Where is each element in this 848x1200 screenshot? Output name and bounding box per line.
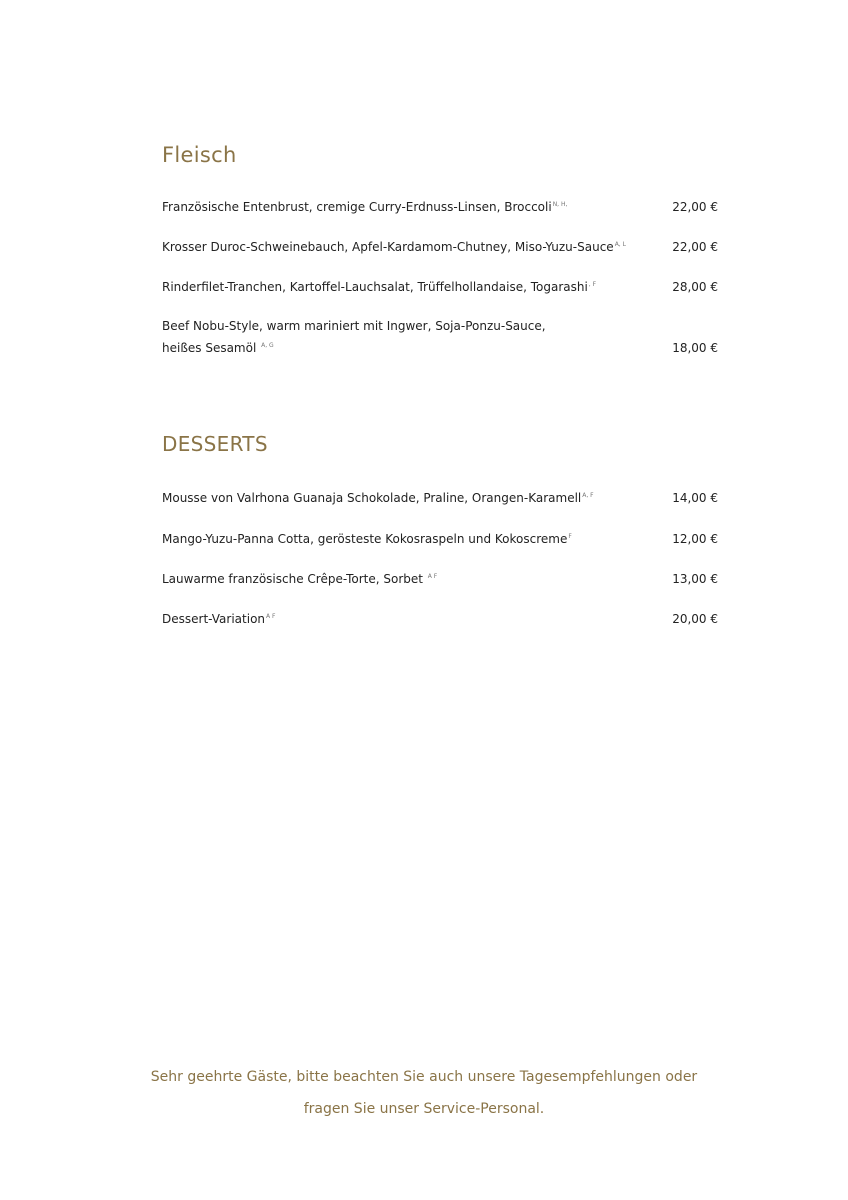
item-price: 12,00 € <box>672 532 718 546</box>
menu-item <box>162 567 718 589</box>
item-description <box>162 195 642 217</box>
item-price: 28,00 € <box>672 280 718 294</box>
item-name: Mousse von Valrhona Guanaja Schokolade, Praline, Orangen-Karamell <box>162 491 582 505</box>
footer-note-line1: Sehr geehrte Gäste, bitte beachten Sie auch unsere Tagesempfehlungen oder <box>150 1069 698 1085</box>
item-price: 14,00 € <box>672 491 718 505</box>
menu-item <box>162 195 718 217</box>
item-name: Lauwarme französische Crêpe-Torte, Sorbet <box>162 572 423 586</box>
footer-note-line2: fragen Sie unser Service-Personal. <box>303 1101 545 1117</box>
item-name: Krosser Duroc-Schweinebauch, Apfel-Kardamom-Chutney, Miso-Yuzu-Sauce <box>162 240 614 254</box>
allergen-codes: A, L <box>614 241 626 248</box>
item-name-line2: heißes Sesamöl <box>162 341 257 355</box>
item-description <box>162 607 642 629</box>
section-title-fleisch: Fleisch <box>162 143 237 167</box>
item-name: Rinderfilet-Tranchen, Kartoffel-Lauchsalat, Trüffelhollandaise, Togarashi <box>162 280 588 294</box>
allergen-codes: N, H, <box>552 201 568 208</box>
allergen-codes: , F <box>588 281 597 288</box>
item-description <box>162 275 642 297</box>
menu-item <box>162 607 718 629</box>
menu-item <box>162 235 718 257</box>
item-description <box>162 235 642 257</box>
item-description <box>162 567 642 589</box>
allergen-codes: F <box>568 533 572 540</box>
menu-item <box>162 316 718 358</box>
menu-item <box>162 486 718 508</box>
menu-item <box>162 527 718 549</box>
item-name: Mango-Yuzu-Panna Cotta, gerösteste Kokosraspeln und Kokoscreme <box>162 532 568 546</box>
item-name: Französische Entenbrust, cremige Curry-Erdnuss-Linsen, Broccoli <box>162 200 552 214</box>
allergen-codes: A F <box>427 573 438 580</box>
item-price: 18,00 € <box>672 341 718 355</box>
item-description <box>162 316 642 358</box>
menu-item <box>162 275 718 297</box>
allergen-codes: A, G <box>261 342 274 349</box>
item-price: 22,00 € <box>672 240 718 254</box>
allergen-codes: A F <box>266 613 276 620</box>
item-description <box>162 486 642 508</box>
item-description <box>162 527 642 549</box>
section-title-desserts: DESSERTS <box>162 432 268 456</box>
item-price: 22,00 € <box>672 200 718 214</box>
allergen-codes: A, F <box>582 492 594 499</box>
item-name: Dessert-Variation <box>162 612 266 626</box>
item-name-line1: Beef Nobu-Style, warm mariniert mit Ingwer, Soja-Ponzu-Sauce, <box>162 319 546 333</box>
item-price: 20,00 € <box>672 612 718 626</box>
item-price: 13,00 € <box>672 572 718 586</box>
